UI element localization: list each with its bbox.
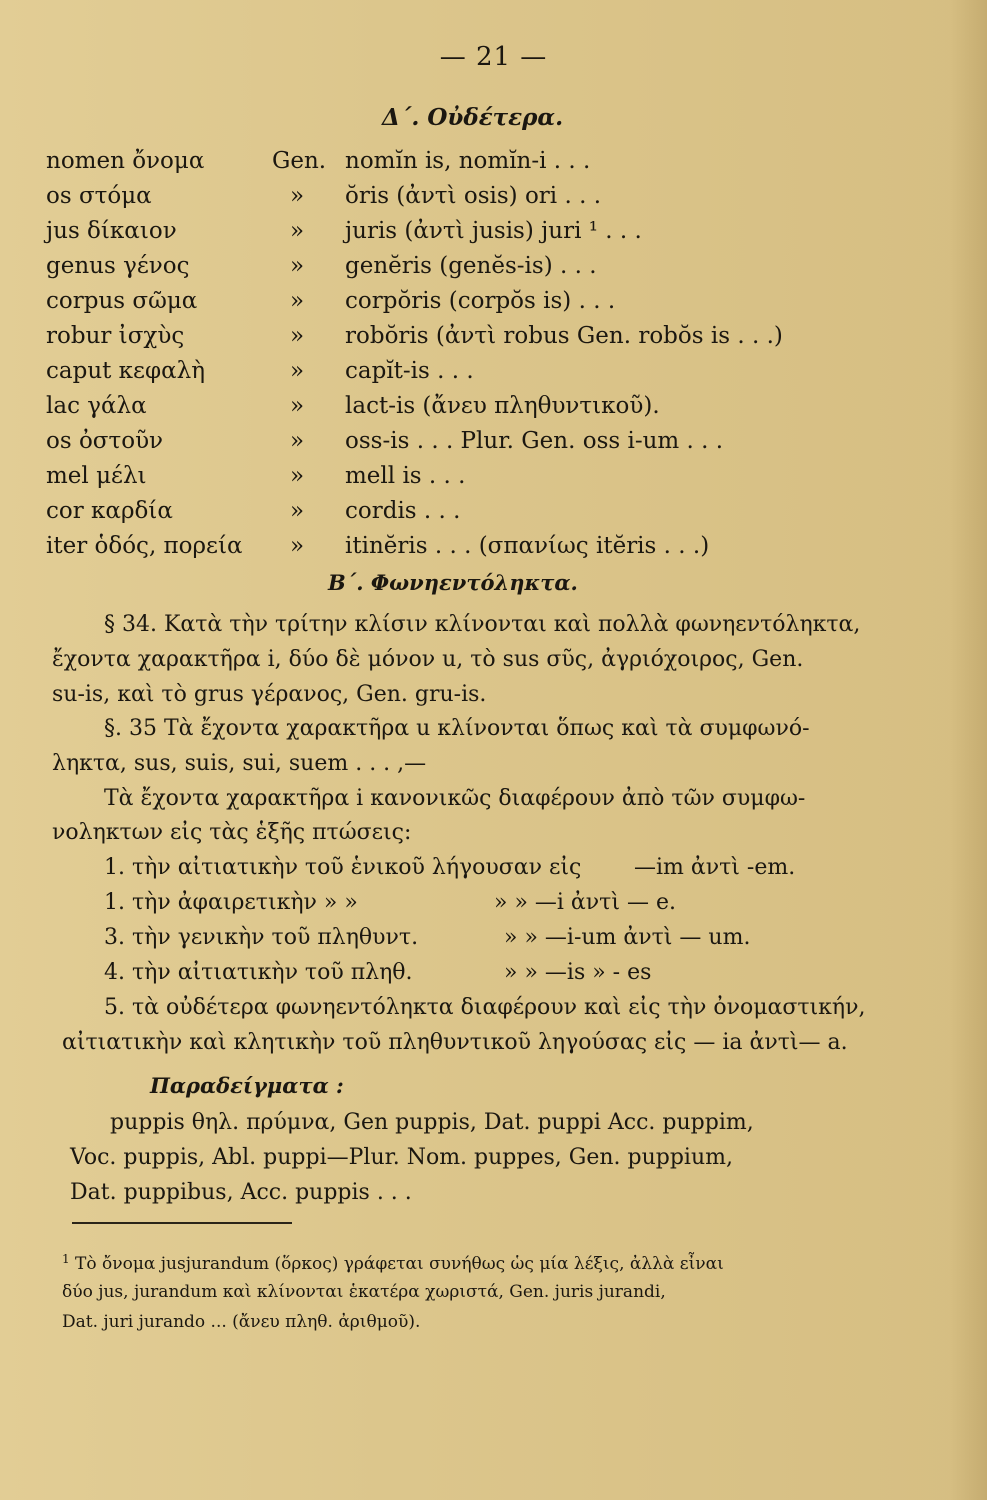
nominative: jus δίκαιον xyxy=(46,218,177,244)
genitive-form: juris (ἀντὶ jusis) juri ¹ . . . xyxy=(345,218,642,244)
section-d-heading: Δ΄. Οὐδέτερα. xyxy=(382,104,564,131)
paragraph-i-line: Τὰ ἔχοντα χαρακτῆρα i κανονικῶς διαφέρουν ἀπὸ τῶν συμφω- xyxy=(104,786,806,811)
case-item xyxy=(104,855,964,880)
nominative: robur ἰσχὺς xyxy=(46,323,185,349)
case-label: 1. τὴν ἀφαιρετικὴν » » xyxy=(104,890,358,915)
footnote-marker: 1 xyxy=(62,1252,70,1266)
table-row xyxy=(0,148,987,182)
ditto-mark: » xyxy=(290,183,305,209)
genitive-form: capĭt-is . . . xyxy=(345,358,474,384)
genitive-form: lact-is (ἄνευ πληθυντικοῦ). xyxy=(345,393,660,419)
ditto-mark: » xyxy=(290,533,305,559)
paragraph-34-line: su-is, καὶ τὸ grus γέρανος, Gen. gru-is. xyxy=(52,682,487,707)
footnote-divider xyxy=(72,1222,292,1224)
ditto-mark: » xyxy=(290,358,305,384)
nominative: nomen ὄνομα xyxy=(46,148,205,174)
genitive-form: ŏris (ἀντὶ osis) ori . . . xyxy=(345,183,602,209)
ditto-mark: » xyxy=(290,253,305,279)
ditto-mark: » xyxy=(290,498,305,524)
genitive-form: nomĭn is, nomĭn-i . . . xyxy=(345,148,591,174)
case-item xyxy=(104,890,964,915)
example-line: puppis θηλ. πρύμνα, Gen puppis, Dat. puppi Acc. puppim, xyxy=(110,1110,754,1135)
nominative: os στόμα xyxy=(46,183,152,209)
examples-heading: Παραδείγματα : xyxy=(150,1073,344,1098)
page-number: — 21 — xyxy=(439,42,548,72)
case-ending: » » —i ἀντὶ — e. xyxy=(494,890,676,915)
genitive-marker: Gen. xyxy=(272,148,327,174)
genitive-form: mell is . . . xyxy=(345,463,466,489)
genitive-form: cordis . . . xyxy=(345,498,461,524)
table-row xyxy=(0,183,987,217)
genitive-form: oss-is . . . Plur. Gen. oss i-um . . . xyxy=(345,428,724,454)
paragraph-i-line: νοληκτων εἰς τὰς ἑξῆς πτώσεις: xyxy=(52,820,412,845)
genitive-form: genĕris (genĕs-is) . . . xyxy=(345,253,597,279)
case-item: αἰτιατικὴν καὶ κλητικὴν τοῦ πληθυντικοῦ ληγούσας εἰς — ia ἀντὶ— a. xyxy=(62,1030,848,1055)
case-ending: —im ἀντὶ -em. xyxy=(634,855,796,880)
ditto-mark: » xyxy=(290,218,305,244)
nominative: genus γένος xyxy=(46,253,190,279)
nominative: os ὀστοῦν xyxy=(46,428,164,454)
table-row xyxy=(0,393,987,427)
table-row xyxy=(0,288,987,322)
genitive-form: itinĕris . . . (σπανίως itĕris . . .) xyxy=(345,533,710,559)
ditto-mark: » xyxy=(290,463,305,489)
case-ending: » » —is » - es xyxy=(504,960,652,985)
table-row xyxy=(0,428,987,462)
table-row xyxy=(0,253,987,287)
paragraph-34-line: ἔχοντα χαρακτῆρα i, δύο δὲ μόνον u, τὸ sus σῦς, ἀγριόχοιρος, Gen. xyxy=(52,647,804,672)
case-label: 4. τὴν αἰτιατικὴν τοῦ πληθ. xyxy=(104,960,413,985)
example-line: Voc. puppis, Abl. puppi—Plur. Nom. puppes, Gen. puppium, xyxy=(70,1145,733,1170)
footnote-line: Dat. juri jurando ... (ἄνευ πληθ. ἀριθμοῦ). xyxy=(62,1312,421,1332)
case-item: 5. τὰ οὐδέτερα φωνηεντόληκτα διαφέρουν καὶ εἰς τὴν ὀνομαστικήν, xyxy=(104,995,866,1020)
nominative: mel μέλι xyxy=(46,463,147,489)
paragraph-34-line: § 34. Κατὰ τὴν τρίτην κλίσιν κλίνονται καὶ πολλὰ φωνηεντόληκτα, xyxy=(104,612,861,637)
table-row xyxy=(0,323,987,357)
nominative: iter ὁδός, πορεία xyxy=(46,533,243,559)
ditto-mark: » xyxy=(290,323,305,349)
nominative: corpus σῶμα xyxy=(46,288,198,314)
genitive-form: corpŏris (corpŏs is) . . . xyxy=(345,288,616,314)
paragraph-35-line: §. 35 Τὰ ἔχοντα χαρακτῆρα u κλίνονται ὅπως καὶ τὰ συμφωνό- xyxy=(104,716,810,741)
footnote-text: Τὸ ὄνομα jusjurandum (ὅρκος) γράφεται συνήθως ὡς μία λέξις, ἀλλὰ εἶναι xyxy=(75,1254,724,1274)
table-row xyxy=(0,463,987,497)
example-line: Dat. puppibus, Acc. puppis . . . xyxy=(70,1180,412,1205)
case-ending: » » —i-um ἀντὶ — um. xyxy=(504,925,751,950)
table-row xyxy=(0,533,987,567)
ditto-mark: » xyxy=(290,393,305,419)
nominative: lac γάλα xyxy=(46,393,147,419)
case-label: 3. τὴν γενικὴν τοῦ πληθυντ. xyxy=(104,925,419,950)
genitive-form: robŏris (ἀντὶ robus Gen. robŏs is . . .) xyxy=(345,323,783,349)
case-item xyxy=(104,960,964,985)
nominative: caput κεφαλὴ xyxy=(46,358,205,384)
ditto-mark: » xyxy=(290,288,305,314)
case-item xyxy=(104,925,964,950)
table-row xyxy=(0,498,987,532)
table-row xyxy=(0,358,987,392)
case-label: 1. τὴν αἰτιατικὴν τοῦ ἑνικοῦ λήγουσαν εἰς xyxy=(104,855,582,880)
footnote-line xyxy=(62,1252,724,1274)
paragraph-35-line: ληκτα, sus, suis, sui, suem . . . ,— xyxy=(52,751,427,776)
nominative: cor καρδία xyxy=(46,498,173,524)
section-b-heading: Β΄. Φωνηεντόληκτα. xyxy=(328,570,578,595)
table-row xyxy=(0,218,987,252)
ditto-mark: » xyxy=(290,428,305,454)
footnote-line: δύο jus, jurandum καὶ κλίνονται ἑκατέρα χωριστά, Gen. juris jurandi, xyxy=(62,1282,666,1302)
